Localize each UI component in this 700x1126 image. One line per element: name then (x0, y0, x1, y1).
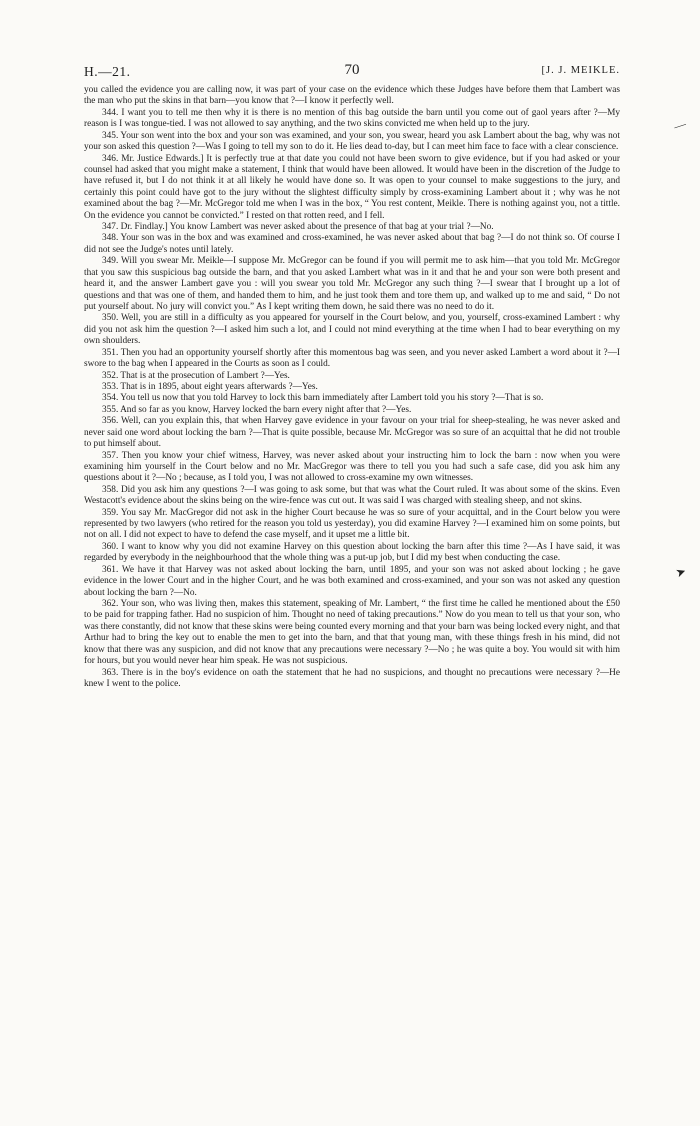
paragraph: 363. There is in the boy's evidence on oath the statement that he had no suspicions, and thought no precautions were necessary ?—He knew I went to the police. (84, 667, 620, 689)
paragraph: 348. Your son was in the box and was examined and cross-examined, he was never asked about that bag ?—I do not think so. Of course I did not see the Judge's notes until lately. (84, 233, 620, 255)
paragraph: 354. You tell us now that you told Harvey to lock this barn immediately after Lambert told you his story ?—That is so. (102, 393, 544, 404)
paragraph: 346. Mr. Justice Edwards.] It is perfectly true at that date you could not have been sworn to give evidence, but if you had asked or your counsel had asked that you might make a statement, I think that would have been allowed. It would have been in the discretion of the Judge to have refused it, but I do not think it at all likely he would have done so. It was open to your counsel to make suggestions to the jury, and certainly this point could have got to the jury without the slightest difficulty simply by cross-examining Lambert about it ; why was he not examined about the bag ?—Mr. McGregor told me when I was in the box, “ You rest content, Meikle. There is nothing against you, not a tittle. On the evidence you cannot be convicted.” I rested on that rotten reed, and I fell. (84, 153, 620, 221)
paragraph: 351. Then you had an opportunity yourself shortly after this momentous bag was seen, and you never asked Lambert a word about it ?—I swore to the bag when I appeared in the Courts as soon as I could. (84, 347, 620, 370)
paragraph: 360. I want to know why you did not examine Harvey on this question about locking the barn after this time ?—As I have said, it was regarded by everybody in the neighbourhood that the whole thing was a put-up job, but I did my best when conducting the case. (84, 541, 620, 564)
page-header (84, 58, 620, 84)
witness-name: [J. J. MEIKLE. (541, 65, 620, 76)
paragraph: 359. You say Mr. MacGregor did not ask in the higher Court because he was so sure of your acquittal, and in the Court below you were represented by two lawyers (who retired for the reason you told us yesterday), you did examine Harvey ?—I examined him on some points, but not on all. I did not expect to have to defend the case myself, and it upset me a little bit. (84, 507, 620, 541)
paragraph: 362. Your son, who was living then, makes this statement, speaking of Mr. Lambert, “ the first time he called he mentioned about the £50 to be paid for trapping father. Had no suspicion of him. Thought no need of taking precautions.” Now do you mean to tell us that your son, who was there constantly, did not know that these skins were being counted every morning and that your barn was being locked every night, and that Arthur had to bring the key out to enable the men to get into the barn, and that that young man, with these things fresh in his mind, did not know that there was any suspicion, and did not know that any precautions were necessary ?—No ; he was quite a boy. You would sit with him for hours, but you would never hear him speak. He was not suspicious. (84, 598, 620, 667)
paragraph: 352. That is at the prosecution of Lambert ?—Yes. (102, 370, 290, 381)
paragraph: you called the evidence you are calling now, it was part of your case on the evidence which these Judges have before them that Lambert was the man who put the skins in that barn—you know that ?—I know it perfectly well. (84, 85, 620, 107)
paragraph: 353. That is in 1895, about eight years afterwards ?—Yes. (102, 381, 318, 392)
paragraph: 361. We have it that Harvey was not asked about locking the barn, until 1895, and your son was not asked about locking ; he gave evidence in the lower Court and in the higher Court, and he was both examined and cross-examined, and your son was not asked any question about locking the barn ?—No. (84, 564, 620, 598)
paragraph: 347. Dr. Findlay.] You know Lambert was never asked about the presence of that bag at your trial ?—No. (102, 222, 494, 233)
document-page (84, 58, 620, 690)
paragraph: 349. Will you swear Mr. Meikle—I suppose Mr. McGregor can be found if you will permit me to ask him—that you told Mr. McGregor that you saw this suspicious bag outside the barn, and that you asked Lambert what was in it and that he and your son were both present and heard it, and the answer Lambert gave you : will you swear you told Mr. McGregor any such thing ?—I swear that I brought up a lot of questions and that was one of them, and handed them to him, and he just took them and tore them up, and walked up to me and said, “ Do not put yourself about. No jury will convict you.” As I kept writing them down, he said there was no need to do it. (84, 256, 620, 313)
paragraph: 356. Well, can you explain this, that when Harvey gave evidence in your favour on your trial for sheep-stealing, he was never asked and never said one word about locking the barn ?—That is quite possible, because Mr. McGregor was so sure of an acquittal that he did not trouble to put himself about. (84, 416, 620, 450)
margin-mark: — (671, 116, 688, 134)
margin-mark: ➤ (673, 563, 688, 581)
document-reference: H.—21. (84, 64, 131, 79)
paragraph: 355. And so far as you know, Harvey locked the barn every night after that ?—Yes. (102, 404, 412, 415)
paragraph: 344. I want you to tell me then why it is there is no mention of this bag outside the barn until you come out of gaol years after ?—My reason is I was tongue-tied. I was not allowed to say anything, and the two skins convicted me when held up to the jury. (84, 107, 620, 130)
paragraph: 345. Your son went into the box and your son was examined, and your son, you swear, heard you ask Lambert about the bag, why was not your son asked this question ?—Was I going to tell my son to do it. He lies dead to-day, but I can meet him face to face with a clear conscience. (84, 130, 620, 153)
paragraph: 357. Then you know your chief witness, Harvey, was never asked about your instructing him to lock the barn : now when you were examining him yourself in the Court below and no Mr. MacGregor was there to tell you you had such a safe case, did you ask him any questions about it ?—No ; because, as I told you, I was not allowed to cross-examine my own witnesses. (84, 450, 620, 484)
paragraph: 350. Well, you are still in a difficulty as you appeared for yourself in the Court below, and you, yourself, cross-examined Lambert : why did you not ask him the question ?—I asked him such a lot, and I could not mind everything at the time when I had to bear everything on my own shoulders. (84, 313, 620, 347)
page-number: 70 (344, 62, 360, 78)
paragraph: 358. Did you ask him any questions ?—I was going to ask some, but that was what the Court ruled. It was about some of the skins. Even Westacott's evidence about the skins being on the wire-fence was cut out. It was said I was charged with stealing sheep, and not skins. (84, 484, 620, 507)
transcript-body (84, 85, 620, 690)
